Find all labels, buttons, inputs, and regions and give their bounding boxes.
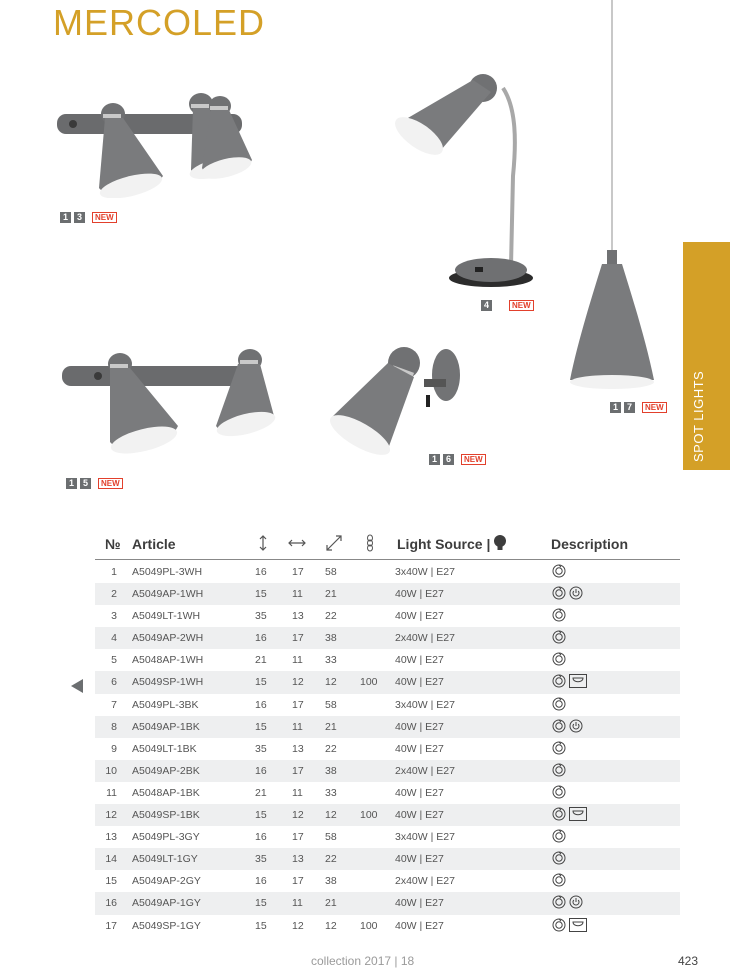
table-row bbox=[95, 826, 680, 848]
cell-d: 38 bbox=[325, 875, 337, 888]
cell-h: 16 bbox=[255, 566, 267, 578]
height-icon bbox=[254, 534, 272, 552]
cell-d: 38 bbox=[325, 632, 337, 645]
cell-description bbox=[552, 785, 566, 799]
cell-article: A5049LT-1BK bbox=[132, 742, 197, 755]
cell-d: 33 bbox=[325, 654, 337, 667]
cell-ls: 40W | E27 bbox=[395, 742, 444, 755]
new-badge: NEW bbox=[461, 454, 486, 465]
cell-article: A5049SP-1BK bbox=[132, 809, 200, 822]
cell-description bbox=[552, 807, 587, 821]
rotate-icon bbox=[552, 630, 566, 644]
cell-h: 35 bbox=[255, 610, 267, 623]
cell-c: 100 bbox=[360, 809, 378, 822]
cell-d: 21 bbox=[325, 588, 337, 601]
cell-article: A5049AP-2GY bbox=[132, 875, 201, 888]
spec-table-body bbox=[95, 561, 680, 937]
table-row bbox=[95, 870, 680, 892]
cell-w: 11 bbox=[292, 786, 303, 799]
table-row bbox=[95, 561, 680, 583]
product-digit: 7 bbox=[624, 402, 635, 413]
footer-collection: collection 2017 | 18 bbox=[311, 954, 415, 968]
cell-d: 58 bbox=[325, 831, 337, 844]
cell-w: 13 bbox=[292, 853, 304, 866]
rotate-icon bbox=[552, 829, 566, 843]
cell-ls: 40W | E27 bbox=[395, 919, 444, 932]
new-badge: NEW bbox=[92, 212, 117, 223]
rotate-icon bbox=[552, 608, 566, 622]
switch-icon bbox=[569, 586, 583, 600]
cell-h: 16 bbox=[255, 875, 267, 888]
cell-description bbox=[552, 564, 566, 578]
cell-description bbox=[552, 741, 566, 755]
col-header-number: № bbox=[105, 536, 121, 552]
cell-h: 35 bbox=[255, 853, 267, 866]
switch-icon bbox=[569, 895, 583, 909]
cell-h: 21 bbox=[255, 786, 267, 799]
cell-h: 15 bbox=[255, 588, 267, 601]
pendant-icon bbox=[569, 674, 587, 688]
cell-ls: 2x40W | E27 bbox=[395, 875, 455, 888]
rotate-icon bbox=[552, 741, 566, 755]
cell-no: 12 bbox=[105, 809, 117, 822]
col-header-description: Description bbox=[551, 536, 629, 552]
cell-d: 22 bbox=[325, 853, 337, 866]
rotate-icon bbox=[552, 564, 566, 578]
table-row bbox=[95, 760, 680, 782]
table-row bbox=[95, 892, 680, 914]
switch-icon bbox=[569, 719, 583, 733]
cell-no: 1 bbox=[111, 566, 117, 578]
cell-c: 100 bbox=[360, 919, 378, 932]
col-header-light-source: Light Source | bbox=[397, 536, 491, 552]
rotate-icon bbox=[552, 918, 566, 932]
cell-article: A5048AP-1BK bbox=[132, 786, 200, 799]
product-tag-13 bbox=[60, 212, 117, 223]
product-digit: 5 bbox=[80, 478, 91, 489]
cell-d: 38 bbox=[325, 764, 337, 777]
table-row bbox=[95, 605, 680, 627]
cell-w: 17 bbox=[292, 632, 304, 645]
cell-description bbox=[552, 873, 566, 887]
product-digit: 1 bbox=[429, 454, 440, 465]
cell-description bbox=[552, 586, 583, 600]
cell-d: 12 bbox=[325, 676, 337, 689]
cell-article: A5049PL-3GY bbox=[132, 831, 200, 844]
cell-no: 9 bbox=[111, 742, 117, 755]
cell-d: 22 bbox=[325, 610, 337, 623]
cell-no: 16 bbox=[105, 897, 117, 910]
new-badge: NEW bbox=[98, 478, 123, 489]
cell-h: 16 bbox=[255, 698, 267, 711]
cell-h: 21 bbox=[255, 654, 267, 667]
product-digit: 6 bbox=[443, 454, 454, 465]
cell-h: 16 bbox=[255, 632, 267, 645]
rotate-icon bbox=[552, 674, 566, 688]
cell-w: 17 bbox=[292, 764, 304, 777]
spec-table-header bbox=[95, 530, 680, 560]
product-image-pendant bbox=[566, 0, 658, 392]
cell-description bbox=[552, 918, 587, 932]
cell-h: 16 bbox=[255, 831, 267, 844]
chain-icon bbox=[361, 534, 379, 552]
cell-h: 15 bbox=[255, 897, 267, 910]
cell-article: A5049SP-1WH bbox=[132, 676, 204, 689]
cell-no: 5 bbox=[111, 654, 117, 667]
cell-w: 17 bbox=[292, 831, 304, 844]
cell-d: 33 bbox=[325, 786, 337, 799]
cell-description bbox=[552, 697, 566, 711]
cell-ls: 3x40W | E27 bbox=[395, 698, 455, 711]
cell-article: A5049AP-1BK bbox=[132, 720, 200, 733]
product-image-double-spot bbox=[60, 346, 280, 464]
cell-h: 15 bbox=[255, 676, 267, 689]
cell-w: 13 bbox=[292, 742, 304, 755]
cell-ls: 40W | E27 bbox=[395, 588, 444, 601]
rotate-icon bbox=[552, 873, 566, 887]
cell-ls: 40W | E27 bbox=[395, 610, 444, 623]
cell-article: A5049LT-1GY bbox=[132, 853, 198, 866]
cell-w: 17 bbox=[292, 566, 304, 578]
cell-w: 11 bbox=[292, 654, 303, 667]
col-header-article: Article bbox=[132, 536, 176, 552]
cell-ls: 40W | E27 bbox=[395, 654, 444, 667]
bulb-icon bbox=[491, 534, 509, 552]
cell-d: 12 bbox=[325, 919, 337, 932]
product-digit: 3 bbox=[74, 212, 85, 223]
cell-d: 12 bbox=[325, 809, 337, 822]
table-row bbox=[95, 671, 680, 693]
cell-h: 15 bbox=[255, 720, 267, 733]
cell-w: 13 bbox=[292, 610, 304, 623]
cell-ls: 40W | E27 bbox=[395, 853, 444, 866]
cell-article: A5049AP-2WH bbox=[132, 632, 204, 645]
new-badge: NEW bbox=[642, 402, 667, 413]
product-digit: 4 bbox=[481, 300, 492, 311]
cell-no: 14 bbox=[105, 853, 117, 866]
cell-article: A5049PL-3WH bbox=[132, 566, 203, 578]
cell-no: 10 bbox=[105, 764, 117, 777]
cell-h: 35 bbox=[255, 742, 267, 755]
cell-h: 15 bbox=[255, 809, 267, 822]
section-tab[interactable] bbox=[683, 242, 730, 470]
cell-no: 4 bbox=[111, 632, 117, 645]
table-row bbox=[95, 782, 680, 804]
rotate-icon bbox=[552, 719, 566, 733]
product-tag-17 bbox=[610, 402, 667, 413]
rotate-icon bbox=[552, 652, 566, 666]
cell-ls: 40W | E27 bbox=[395, 809, 444, 822]
cell-c: 100 bbox=[360, 676, 378, 689]
pendant-icon bbox=[569, 807, 587, 821]
cell-no: 7 bbox=[111, 698, 117, 711]
previous-arrow-icon[interactable] bbox=[71, 679, 83, 693]
table-row bbox=[95, 738, 680, 760]
cell-description bbox=[552, 608, 566, 622]
cell-description bbox=[552, 763, 566, 777]
cell-d: 21 bbox=[325, 720, 337, 733]
product-image-desk-lamp bbox=[395, 66, 540, 288]
product-tag-15 bbox=[66, 478, 123, 489]
width-icon bbox=[288, 534, 306, 552]
cell-ls: 2x40W | E27 bbox=[395, 632, 455, 645]
table-row bbox=[95, 804, 680, 826]
cell-description bbox=[552, 851, 566, 865]
cell-w: 17 bbox=[292, 875, 304, 888]
cell-w: 11 bbox=[292, 720, 303, 733]
table-row bbox=[95, 915, 680, 937]
pendant-icon bbox=[569, 918, 587, 932]
product-digit: 1 bbox=[610, 402, 621, 413]
cell-description bbox=[552, 630, 566, 644]
product-digit: 1 bbox=[60, 212, 71, 223]
product-tag-4 bbox=[481, 300, 534, 311]
cell-description bbox=[552, 719, 583, 733]
product-digit: 1 bbox=[66, 478, 77, 489]
cell-ls: 40W | E27 bbox=[395, 720, 444, 733]
section-tab-label: SPOT LIGHTS bbox=[691, 370, 706, 462]
rotate-icon bbox=[552, 697, 566, 711]
cell-no: 15 bbox=[105, 875, 117, 888]
cell-article: A5048AP-1WH bbox=[132, 654, 204, 667]
rotate-icon bbox=[552, 785, 566, 799]
cell-no: 13 bbox=[105, 831, 117, 844]
cell-w: 12 bbox=[292, 919, 304, 932]
cell-article: A5049AP-1WH bbox=[132, 588, 204, 601]
cell-w: 11 bbox=[292, 588, 303, 601]
cell-w: 11 bbox=[292, 897, 303, 910]
cell-no: 8 bbox=[111, 720, 117, 733]
cell-no: 3 bbox=[111, 610, 117, 623]
table-row bbox=[95, 716, 680, 738]
cell-ls: 3x40W | E27 bbox=[395, 831, 455, 844]
cell-ls: 40W | E27 bbox=[395, 676, 444, 689]
product-tag-16 bbox=[429, 454, 486, 465]
cell-ls: 2x40W | E27 bbox=[395, 764, 455, 777]
cell-w: 12 bbox=[292, 676, 304, 689]
product-image-wall-spot bbox=[328, 345, 468, 460]
rotate-icon bbox=[552, 586, 566, 600]
cell-d: 21 bbox=[325, 897, 337, 910]
table-row bbox=[95, 848, 680, 870]
cell-no: 6 bbox=[111, 676, 117, 689]
cell-article: A5049LT-1WH bbox=[132, 610, 201, 623]
product-image-triple-spot-right bbox=[180, 96, 255, 186]
cell-h: 16 bbox=[255, 764, 267, 777]
cell-w: 17 bbox=[292, 698, 304, 711]
cell-ls: 40W | E27 bbox=[395, 786, 444, 799]
table-row bbox=[95, 649, 680, 671]
cell-description bbox=[552, 652, 566, 666]
brand-title: MERCOLED bbox=[53, 2, 266, 43]
cell-description bbox=[552, 829, 566, 843]
cell-no: 17 bbox=[105, 919, 117, 932]
table-row bbox=[95, 694, 680, 716]
rotate-icon bbox=[552, 763, 566, 777]
page-number: 423 bbox=[678, 954, 699, 968]
table-row bbox=[95, 627, 680, 649]
cell-no: 11 bbox=[106, 786, 117, 799]
cell-no: 2 bbox=[111, 588, 117, 601]
cell-article: A5049AP-1GY bbox=[132, 897, 201, 910]
cell-d: 58 bbox=[325, 566, 337, 578]
cell-h: 15 bbox=[255, 919, 267, 932]
cell-description bbox=[552, 674, 587, 688]
cell-d: 58 bbox=[325, 698, 337, 711]
cell-d: 22 bbox=[325, 742, 337, 755]
cell-article: A5049PL-3BK bbox=[132, 698, 199, 711]
rotate-icon bbox=[552, 851, 566, 865]
diagonal-icon bbox=[325, 534, 343, 552]
cell-article: A5049SP-1GY bbox=[132, 919, 201, 932]
rotate-icon bbox=[552, 807, 566, 821]
cell-ls: 40W | E27 bbox=[395, 897, 444, 910]
table-row bbox=[95, 583, 680, 605]
cell-w: 12 bbox=[292, 809, 304, 822]
cell-article: A5049AP-2BK bbox=[132, 764, 200, 777]
rotate-icon bbox=[552, 895, 566, 909]
cell-description bbox=[552, 895, 583, 909]
new-badge: NEW bbox=[509, 300, 534, 311]
cell-ls: 3x40W | E27 bbox=[395, 566, 455, 578]
